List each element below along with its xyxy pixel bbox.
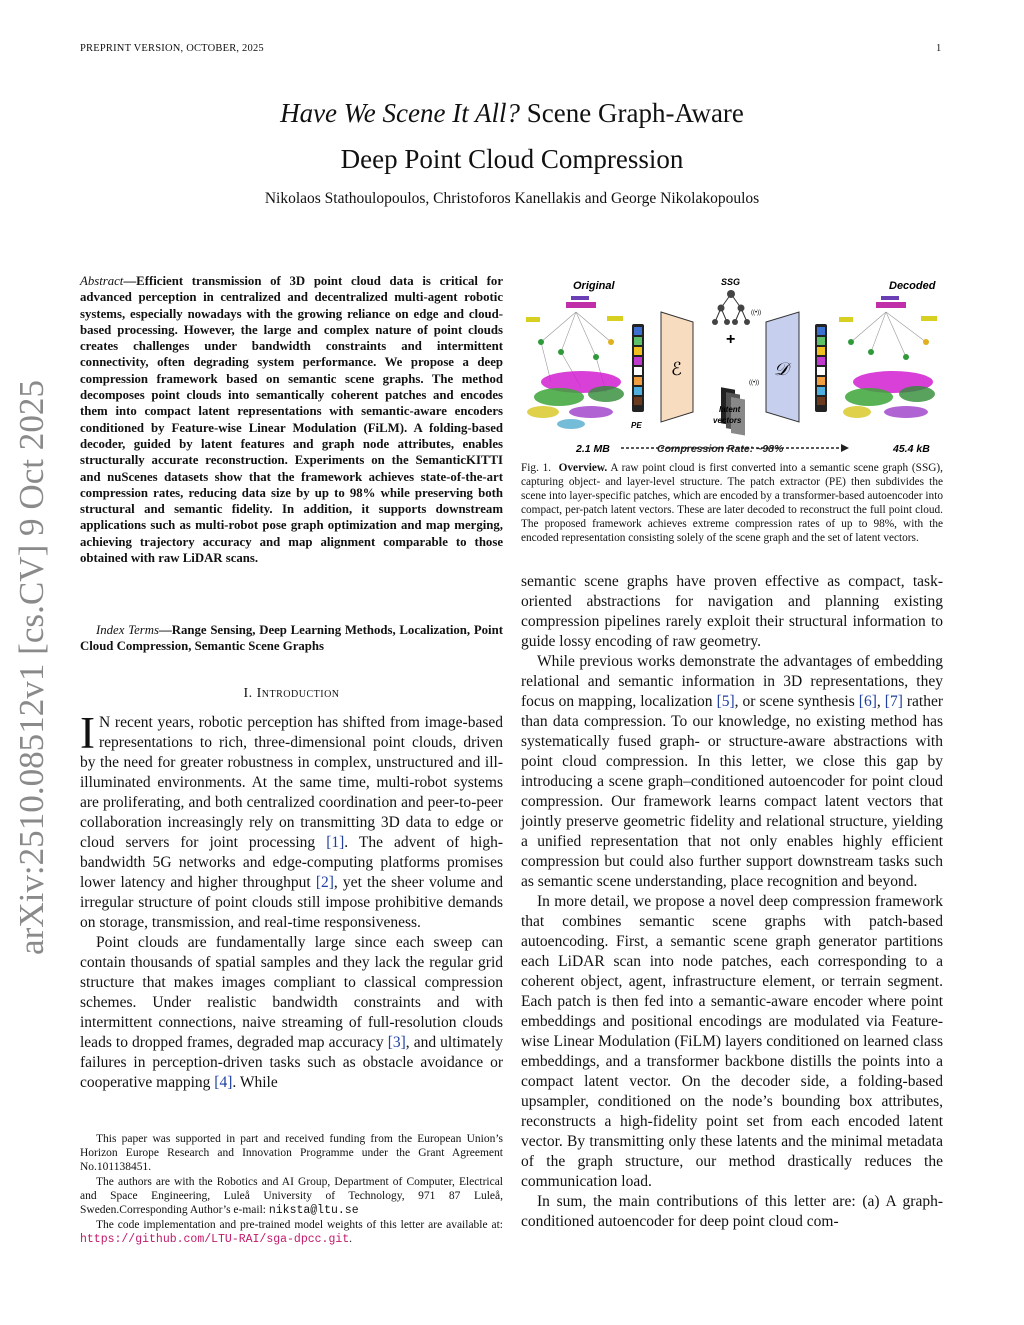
size-out-label: 45.4 kB [893,443,930,455]
index-terms-text: —Range Sensing, Deep Learning Methods, Localization, Point Cloud Compression, Semantic Scene Graphs [80,623,503,654]
citation-link[interactable]: [6] [858,693,877,710]
wifi-icon: ((•)) [749,380,760,386]
footnote-affiliation [80,1175,503,1219]
intro-left-column [80,708,504,1093]
arxiv-stamp-text: arXiv:2510.08512v1 [cs.CV] 9 Oct 2025 [12,381,51,955]
running-header: PREPRINT VERSION, OCTOBER, 2025 [80,43,264,54]
section-title: Introduction [256,686,340,701]
citation-link[interactable]: [1] [326,834,345,851]
citation-link[interactable]: [3] [387,1034,406,1051]
decoder-symbol: 𝒟 [774,359,789,379]
text-run: The authors are with the Robotics and AI Group, Department of Computer, Electrical and Space Engineering, Luleå University of Technology, 971 87 Luleå, Sweden.Corresponding Author’s e-mail: [80,1175,503,1217]
label-original: Original [573,280,615,292]
index-terms [80,622,503,655]
citation-link[interactable]: [5] [716,693,735,710]
size-in-label: 2.1 MB [576,443,610,455]
email-address[interactable]: niksta@ltu.se [268,1204,359,1218]
text-run: Point clouds are fundamentally large since each sweep can contain thousands of spatial samples and they lack the regular grid structure that makes images compliant to classical compression schemes. Under realistic bandwidth constraints and with intermittent connections, naive streaming of full-resolution clouds leads to dropped frames, degraded map accuracy [80,934,503,1051]
author-list: Nikolaos Stathoulopoulos, Christoforos Kanellakis and George Nikolakopoulos [264,190,760,207]
intro-right-column [521,572,943,1232]
paragraph: semantic scene graphs have proven effective as compact, task-oriented abstractions for navigation and planning existing compression pipelines rarely exploit their structural information to guide lossy encoding of raw geometry. [521,573,943,650]
text-run: N recent years, robotic perception has shifted from image-based representations to rich, three-dimensional point clouds, driven by the need for greater robustness in complex, unstructured and ill-illuminated environments. At the same time, multi-robot systems are proliferating, and both centralized coordination and peer-to-peer collaboration increasingly rely on transmitting 3D data to edge or cloud servers for joint processing [80,714,503,851]
text-run: , [876,693,885,710]
label-latent-line2: vectors [713,416,742,425]
abstract-text: —Efficient transmission of 3D point cloud data is critical for advanced perception in centralized and decentralized multi-agent robotic systems, especially nowadays with the growing reliance on edge and cloud-based processing. However, the large and complex nature of point clouds creates challenges under bandwidth constraints and intermittent connectivity, often degrading system performance. We propose a deep compression framework based on semantic scene graphs. The method decomposes point clouds into semantically coherent patches and encodes them into compact latent representations with semantic-aware encoders conditioned by Feature-wise Linear Modulation (FiLM). A folding-based decoder, guided by latent features and graph node attributes, enables structurally accurate reconstruction. Experiments on the SemanticKITTI and nuScenes datasets show that the framework achieves state-of-the-art compression rates, reducing data size by up to 98% while preserving both structural and semantic fidelity. In addition, it supports downstream applications such as multi-robot pose graph optimization and map merging, achieving trajectory accuracy and map alignment comparable to those obtained with raw LiDAR scans. [80,274,503,566]
text-run: . [349,1233,353,1246]
text-run: , or scene synthesis [734,693,859,710]
figure-overview [521,272,943,458]
arrow-head [841,444,849,452]
figure-caption [521,462,943,545]
text-run: While previous works demonstrate the advantages of embedding relational and semantic information in 3D representations, they focus on mapping, localization [521,653,943,710]
label-pe: PE [631,421,642,430]
scene-graph-icon [712,290,761,325]
encoder-symbol: ℰ [671,359,682,379]
decoded-patch-stack [815,324,827,412]
decoded-point-cloud [839,296,937,418]
title-rest: Scene Graph-Aware [520,98,744,128]
paragraph [80,708,504,933]
label-decoded: Decoded [889,280,936,292]
fig-label: Fig. 1. [521,462,552,474]
label-ssg: SSG [721,277,741,287]
citation-link[interactable]: [7] [884,693,903,710]
abstract-label: Abstract [80,274,124,288]
section-number: I. [243,686,253,701]
plus-sign: + [726,331,736,348]
wifi-icon: ((•)) [751,310,762,316]
original-point-cloud [526,296,624,429]
section-heading [80,686,503,702]
label-latent-line1: latent [719,405,741,414]
abstract [80,273,503,566]
footnote-funding: This paper was supported in part and received funding from the European Union’s Horizon Europe Research and Innovation Programme under the Grant Agreement No.101138451. [80,1133,503,1174]
text-run: rather than data compression. To our knowledge, no existing method has systematically fused graph- or structure-aware abstractions with point cloud compression. In this letter, we close this gap by introducing a scene graph–conditioned autoencoder for point cloud compression. Our framework learns compact latent vectors that jointly preserve geometric fidelity and relational structure, yielding a unified representation that not only enables highly efficient compression but could also further support downstream tasks such as semantic scene understanding, place recognition and beyond. [521,693,944,890]
patch-extractor-stack [631,324,644,430]
text-run: , yet the sheer volume and irregular structure of point clouds still impose prohibitive demands on storage, transmission, and real-time responsiveness. [80,874,504,931]
footnotes [80,1132,503,1248]
compression-rate-label: Compression Rate: ~98% [657,443,784,455]
text-run: The code implementation and pre-trained model weights of this letter are available at: [96,1219,503,1232]
paragraph [80,933,503,1093]
text-run: , and ultimately failures in perception-driven tasks such as obstacle avoidance or cooperative mapping [80,1034,503,1091]
citation-link[interactable]: [4] [214,1074,233,1091]
paper-title-line1 [0,90,1024,136]
text-run: . While [232,1074,278,1091]
drop-cap: I [80,708,95,758]
page-number: 1 [936,43,942,54]
paragraph: In sum, the main contributions of this letter are: (a) A graph-conditioned autoencoder for deep point cloud com- [521,1193,943,1230]
code-repo-link[interactable]: https://github.com/LTU-RAI/sga-dpcc.git [80,1233,350,1247]
paragraph: In more detail, we propose a novel deep compression framework that combines semantic scene graphs with patch-based autoencoding. First, a semantic scene graph generator partitions each LiDAR scan into node patches, each corresponding to a coherent object, agent, infrastructure element, or terrain segment. Each patch is then fed into a semantic-aware encoder where point embeddings and positional encodings are modulated via Feature-wise Linear Modulation (FiLM) layers conditioned on learned class embeddings, and a transformer backbone distills the points into a compact latent vector. On the decoder side, a folding-based upsampler, conditioned on the node’s bounding box attributes, reconstructs a high-fidelity point set from each encoded latent vector. By transmitting only these latents and the minimal metadata of the graph structure, our method drastically reduces the communication load. [521,893,943,1190]
title-italic-part: Have We Scene It All? [280,98,520,128]
footnote-code [80,1218,503,1247]
paper-title-line2: Deep Point Cloud Compression [340,144,684,174]
citation-link[interactable]: [2] [315,874,334,891]
caption-title: Overview. [558,462,608,474]
text-run: . The advent of high-bandwidth 5G networks and edge-computing platforms promises lower latency and higher throughput [80,834,503,891]
paragraph [521,652,943,892]
index-terms-label: Index Terms [96,623,159,637]
caption-text: A raw point cloud is first converted into a semantic scene graph (SSG), capturing object- and layer-level structure. The patch extractor (PE) then subdivides the scene into layer-specific patches, which are encoded by a transformer-based autoencoder into compact, per-patch latent vectors. These are later decoded to reconstruct the full point cloud. The proposed framework achieves extreme compression rates of up to 98%, with the encoded representation consisting solely of the scene graph and the set of latent vectors. [521,462,943,544]
